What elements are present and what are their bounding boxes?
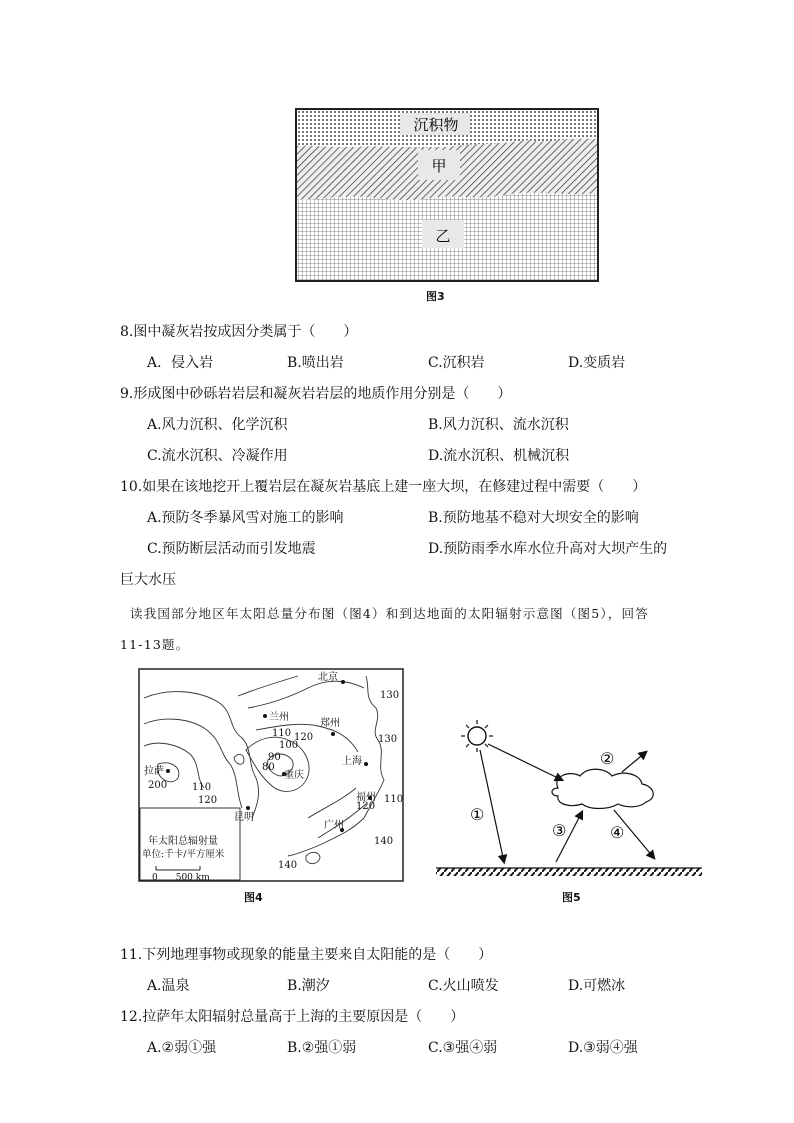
q8-option-b: B.喷出岩 [287,355,344,371]
city-guangzhou: 广州 [324,820,344,831]
q10-option-d-continuation: 巨大水压 [120,572,176,588]
q8-option-a: A．侵入岩 [147,355,214,371]
city-kunming: 昆明 [234,812,254,823]
question-9: 9.形成图中砂砾岩岩层和凝灰岩岩层的地质作用分别是（ ） [120,386,512,402]
q12-option-a: A.②弱①强 [147,1040,217,1056]
isoline-value: 120 [356,801,376,812]
figure-4-caption: 图4 [244,891,263,904]
isoline-value: 140 [278,860,298,871]
label-3: ③ [552,821,567,840]
legend-unit: 单位:千卡/平方厘米 [142,849,225,860]
isoline-value: 140 [374,836,394,847]
layer-bot-label: 乙 [435,227,451,245]
q9-option-c: C.流水沉积、冷凝作用 [147,448,288,464]
q12-option-b: B.②强①弱 [287,1040,357,1056]
isoline-value: 90 [268,752,281,763]
q10-option-c: C.预防断层活动而引发地震 [147,541,316,557]
figure-4-map [138,668,404,882]
question-8: 8.图中凝灰岩按成因分类属于（ ） [120,324,358,340]
city-lhasa: 拉萨 [144,766,164,777]
city-chongqing: 重庆 [284,770,304,781]
figure-5-caption: 图5 [562,891,581,904]
q9-option-d: D.流水沉积、机械沉积 [428,448,570,464]
question-11: 11.下列地理事物或现象的能量主要来自太阳能的是（ ） [120,947,493,963]
isoline-value: 100 [279,740,299,751]
isoline-value: 130 [380,690,400,701]
isoline-value: 130 [378,734,398,745]
legend-scale: 0 500 km [152,873,210,882]
layer-top-label: 沉积物 [413,116,459,134]
q11-option-b: B.潮汐 [287,978,330,994]
intro-line-1: 读我国部分地区年太阳总量分布图（图4）和到达地面的太阳辐射示意图（图5），回答 [130,606,649,621]
q10-option-d: D.预防雨季水库水位升高对大坝产生的 [428,541,668,557]
q10-option-a: A.预防冬季暴风雪对施工的影响 [147,510,344,526]
q11-option-d: D.可燃冰 [568,978,626,994]
isoline-value: 120 [198,795,218,806]
city-beijing: 北京 [318,672,338,683]
isoline-value: 110 [384,794,404,805]
label-4: ④ [610,823,625,842]
label-2: ② [600,749,615,768]
city-lanzhou: 兰州 [269,712,289,723]
q8-option-c: C.沉积岩 [428,355,485,371]
q12-option-d: D.③弱④强 [568,1040,638,1056]
legend-title: 年太阳总辐射量 [148,836,218,847]
city-zhengzhou: 郑州 [320,718,340,729]
intro-line-2: 11-13题。 [120,637,190,652]
figure-3-caption: 图3 [426,290,445,303]
city-fuzhou: 福州 [356,792,376,803]
city-shanghai: 上海 [342,756,362,767]
isoline-value: 200 [148,780,168,791]
question-10: 10.如果在该地挖开上覆岩层在凝灰岩基底上建一座大坝，在修建过程中需要（ ） [120,479,647,495]
question-12: 12.拉萨年太阳辐射总量高于上海的主要原因是（ ） [120,1009,465,1025]
cloud-icon [552,769,653,808]
q11-option-a: A.温泉 [147,978,190,994]
sun-icon [461,720,493,752]
figure-5-diagram [430,712,710,884]
figure-3-strata [294,107,600,283]
label-1: ① [470,805,485,824]
isoline-value: 110 [272,728,292,739]
isoline-value: 80 [262,762,275,773]
isoline-value: 110 [192,782,212,793]
q9-option-a: A.风力沉积、化学沉积 [147,417,288,433]
layer-mid-label: 甲 [431,157,447,175]
q9-option-b: B.风力沉积、流水沉积 [428,417,569,433]
q8-option-d: D.变质岩 [568,355,626,371]
isoline-value: 120 [294,732,314,743]
q11-option-c: C.火山喷发 [428,978,499,994]
q10-option-b: B.预防地基不稳对大坝安全的影响 [428,510,639,526]
q12-option-c: C.③强④弱 [428,1040,498,1056]
